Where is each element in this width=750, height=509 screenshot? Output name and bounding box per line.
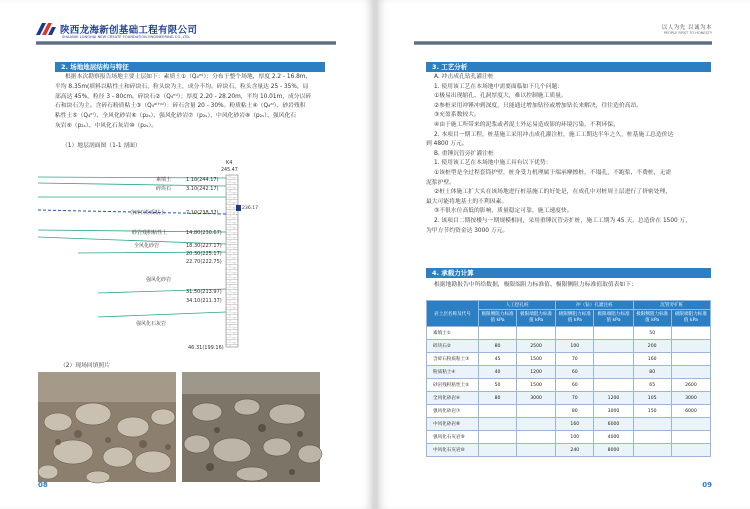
intro-line: 粘性土⑤（Q₄ᵉˡ）、全风化砂岩⑥（p₂ₛ）、强风化砂岩⑦（p₂ₛ）、中风化砂岩⑧（p₂ₛ）、强风化石 (55, 113, 297, 120)
borehole-id: K4 (226, 160, 233, 166)
table-cell-value: 65 (633, 379, 671, 392)
analysis-line: ②参桩采用冲锤冲到深度，只能通过增加钻径或增加钻长来解决，往往造价高昂。 (434, 102, 643, 109)
analysis-line: 1. 使用该工艺在本场地中施工具有以下优势： (434, 160, 552, 167)
table-cell-value (517, 327, 556, 340)
table-cell-value: 100 (556, 340, 594, 353)
table-cell-value: 2500 (517, 340, 556, 353)
intro-line: 石和块石为主。含碎石粉质粘土③（Q₄ᵃˡ⁺ᵖˡ）：碎石含量 20 - 30%。粉质粘土④（Q₄ᵃˡ）、砂岩残积 (55, 103, 306, 110)
table-cell-value (633, 431, 671, 444)
table-cell-value: 3000 (671, 392, 710, 405)
table-cell-value: 6000 (594, 418, 633, 431)
analysis-line: 2. 该项目二期按楼与一期规模相同，采用重锤沉管旁扩桩，施工工期为 45 天，总造价在 1500 万， (434, 217, 692, 224)
table-header-stratum: 岩土层名称及代号 (427, 301, 479, 327)
slogan-english: PEOPLE FIRST TO HONESTY (663, 31, 712, 35)
table-cell-value: 50 (479, 379, 517, 392)
analysis-line: ③充盈系数较大。 (434, 112, 480, 119)
table-cell-value (594, 379, 633, 392)
layer-name: 全风化砂岩 (134, 243, 160, 249)
table-subheader: 极限端阻力标准值 kPa (517, 310, 556, 327)
company-name-en: SHAANXI LONGHAI NEW CREATE FOUNDATION ENGINEERING CO.,LTD. (62, 35, 191, 39)
layer-depth: 22.70(222.75) (186, 259, 222, 265)
table-cell-value: 2600 (671, 379, 710, 392)
table-cell-value: 1500 (517, 379, 556, 392)
intro-line: 部高达 45%，粒径 3 - 80cm。碎块石②（Q₄ᵐˡ）；厚度 2.20 - 28.20m，平均 10.01m，成分以碎 (55, 93, 312, 100)
table-cell-value: 100 (556, 431, 594, 444)
layer-depth: 31.50(213.97) (186, 289, 222, 295)
table-cell-value: 40 (479, 366, 517, 379)
table-cell-stratum: 强风化砂岩⑦ (427, 405, 479, 418)
layer-depth: 1.10(244.17) (186, 177, 219, 183)
table-cell-value: 160 (556, 418, 594, 431)
table-row (427, 444, 711, 457)
table-row (427, 379, 711, 392)
table-cell-value: 6000 (671, 405, 710, 418)
table-cell-stratum: 素填土① (427, 327, 479, 340)
table-cell-stratum: 含碎石粉质粘土③ (427, 353, 479, 366)
table-cell-value (671, 418, 710, 431)
table-cell-stratum: 碎块石② (427, 340, 479, 353)
table-cell-value (479, 418, 517, 431)
table-cell-value: 3000 (594, 405, 633, 418)
table-cell-value (594, 353, 633, 366)
table-cell-value: 80 (556, 405, 594, 418)
table-cell-stratum: 全风化砂岩⑥ (427, 392, 479, 405)
table-cell-value: 3000 (517, 392, 556, 405)
table-row (427, 431, 711, 444)
layer-name: 强风化砂岩 (146, 277, 172, 283)
header-rule (414, 41, 712, 45)
table-row (427, 405, 711, 418)
table-cell-value: 70 (556, 353, 594, 366)
site-backfill-photo-2 (182, 372, 320, 482)
layer-name: 碎块石 (156, 186, 172, 192)
analysis-line: 到 4800 万元。 (426, 141, 468, 148)
table-cell-value: 105 (633, 392, 671, 405)
table-cell-value (556, 327, 594, 340)
table-cell-value (479, 444, 517, 457)
table-cell-stratum: 粉质粘土④ (427, 366, 479, 379)
table-cell-value: 60 (556, 366, 594, 379)
company-brand (36, 22, 197, 36)
layer-depth: 20.30(225.17) (186, 251, 222, 257)
table-cell-value (671, 353, 710, 366)
table-cell-value (517, 444, 556, 457)
header-rule (36, 41, 336, 45)
table-cell-value (671, 444, 710, 457)
table-cell-value (517, 431, 556, 444)
company-logo-icon (36, 23, 56, 35)
table-cell-stratum: 中风化砂岩⑧ (427, 418, 479, 431)
table-cell-value (517, 405, 556, 418)
bearing-capacity-table (426, 300, 711, 457)
table-cell-value: 1500 (517, 353, 556, 366)
table-cell-value: 4000 (594, 431, 633, 444)
section-title-process: 3. 工艺分析 (426, 62, 711, 72)
layer-name: 强风化石灰岩 (136, 321, 167, 327)
company-name: 陕西龙海新创基础工程有限公司 (60, 25, 198, 36)
layer-name: 砂岩残积粘性土 (132, 230, 168, 236)
table-cell-value (479, 327, 517, 340)
table-cell-value (594, 340, 633, 353)
process-analysis (426, 73, 714, 236)
layer-depth: 7.10(238.37) (186, 210, 219, 216)
bearing-intro: 根据地勘报告中所给数据，极限端阻力标准值、极限侧阻力标准值取值表如下： (434, 282, 637, 288)
layer-depth: 34.10(211.37) (186, 298, 222, 304)
layer-depth: 18.30(227.17) (186, 243, 222, 249)
analysis-line: 最大可能将地基土的不利因素。 (426, 198, 508, 205)
page-number-left: 08 (38, 481, 48, 489)
analysis-line: ①该桩型是全过程套筒护壁，桩身受力机理属于端承摩擦桩，不塌孔，不跑浆，不费桩，无需 (434, 169, 672, 176)
table-cell-value: 50 (633, 327, 671, 340)
table-subheader: 极限侧阻力标准值 kPa (479, 310, 517, 327)
table-cell-value (671, 431, 710, 444)
analysis-line: A. 冲击成孔钻孔灌注桩 (434, 74, 494, 80)
table-subheader: 极限端阻力标准值 kPa (671, 310, 710, 327)
intro-line: 根据本次勘察报告场地主要土层如下：素填土①（Q₄ᵐˡ）：分布于整个场地，厚度 2.2 - 16.8m， (65, 74, 312, 80)
intro-line: 平均 8.35m(填料以粘性土和碎块石，粒头块为主，成分不均。碎块石，粒头含量达 25 - 35%，局 (55, 83, 309, 90)
analysis-line: ②桩土体施工扩大头在该场地进行桩基施工的好处是，在成孔中对桩周土层进行了挤密处理， (434, 189, 672, 196)
table-cell-value (633, 418, 671, 431)
intro-line: 灰岩⑨（p₂ₛ）、中风化石灰岩⑩（p₂ₛ）。 (55, 122, 158, 129)
layer-name: 含碎石粉质粘土 (130, 210, 166, 216)
site-backfill-photo-1 (38, 372, 176, 482)
table-cell-value (671, 366, 710, 379)
table-cell-value (594, 366, 633, 379)
table-cell-value: 1200 (517, 366, 556, 379)
analysis-line: ④由于施工所带来的泥浆或者混土外运易造成影的环境污染，不利环保。 (434, 121, 619, 128)
table-subheader: 极限侧阻力标准值 kPa (556, 310, 594, 327)
layer-depth: 14.80(230.67) (186, 230, 222, 236)
analysis-line: ①极易出现缩孔、孔洞厚度大，难以控制施工质量。 (434, 93, 567, 100)
figure-caption-profile: （1）地层剖面图（1-1 剖面） (62, 143, 141, 149)
table-cell-value: 160 (633, 353, 671, 366)
table-row (427, 353, 711, 366)
table-row (427, 366, 711, 379)
layer-name: 素填土 (156, 177, 172, 183)
table-cell-value: 200 (633, 340, 671, 353)
analysis-line: B. 重锤沉管旁扩灌注桩 (434, 150, 494, 157)
table-cell-value (479, 431, 517, 444)
table-row (427, 392, 711, 405)
table-header-hand-dug: 人工挖孔桩 (479, 301, 556, 310)
table-cell-value: 8000 (594, 444, 633, 457)
layer-depth: 46.31(199.16) (188, 345, 224, 351)
analysis-line: 泥浆护壁。 (426, 179, 455, 186)
left-page (0, 0, 374, 509)
water-level-marker (236, 205, 241, 211)
table-cell-value: 1200 (594, 392, 633, 405)
table-cell-stratum: 强风化石灰岩⑨ (427, 431, 479, 444)
table-row (427, 340, 711, 353)
table-cell-value (633, 444, 671, 457)
table-cell-stratum: 中风化石灰岩⑩ (427, 444, 479, 457)
table-row (427, 327, 711, 340)
table-subheader: 极限端阻力标准值 kPa (594, 310, 633, 327)
table-cell-value: 240 (556, 444, 594, 457)
table-cell-value (671, 327, 710, 340)
analysis-line: 1. 使用该工艺在本场地中需要面临如下几个问题： (434, 83, 564, 90)
table-cell-value (517, 418, 556, 431)
layer-depth: 3.10(242.17) (186, 186, 219, 192)
analysis-line: 2. 本项目一期工程，桩基施工采用冲击成孔灌注桩，施工工期达半年之久，桩基施工总造价达 (434, 131, 674, 138)
table-cell-value (671, 340, 710, 353)
table-cell-value: 80 (479, 340, 517, 353)
stratigraphic-profile (38, 157, 259, 352)
analysis-line: 为甲方节约资金达 3000 万元。 (426, 227, 509, 234)
table-cell-stratum: 砂岩残积粘性土⑤ (427, 379, 479, 392)
section-title-strata: 2. 场地地层结构与特征 (55, 62, 325, 72)
borehole-elevation: 245.47 (221, 168, 238, 173)
table-cell-value: 80 (479, 392, 517, 405)
table-cell-value (594, 327, 633, 340)
page-number-right: 09 (702, 481, 712, 489)
table-header-bored: 冲（钻）孔灌注桩 (556, 301, 633, 310)
water-level-value: 236.17 (242, 206, 259, 211)
table-cell-value: 70 (556, 392, 594, 405)
table-cell-value: 80 (633, 366, 671, 379)
table-header-expanded: 沉管旁扩桩 (633, 301, 710, 310)
analysis-line: ③不很水位高低的影响，质量稳定可靠，施工速度快。 (434, 208, 573, 215)
table-subheader: 极限侧阻力标准值 kPa (633, 310, 671, 327)
strata-intro (55, 73, 330, 132)
section-title-bearing: 4. 承载力计算 (426, 268, 711, 278)
table-cell-value (479, 405, 517, 418)
borehole-column (226, 175, 238, 347)
slogan-chinese: 以人为先 以诚为本 (661, 25, 712, 31)
table-row (427, 418, 711, 431)
table-cell-value: 60 (556, 379, 594, 392)
table-cell-value: 45 (479, 353, 517, 366)
figure-caption-photos: （2）现场回填照片 (60, 363, 111, 369)
table-cell-value: 150 (633, 405, 671, 418)
